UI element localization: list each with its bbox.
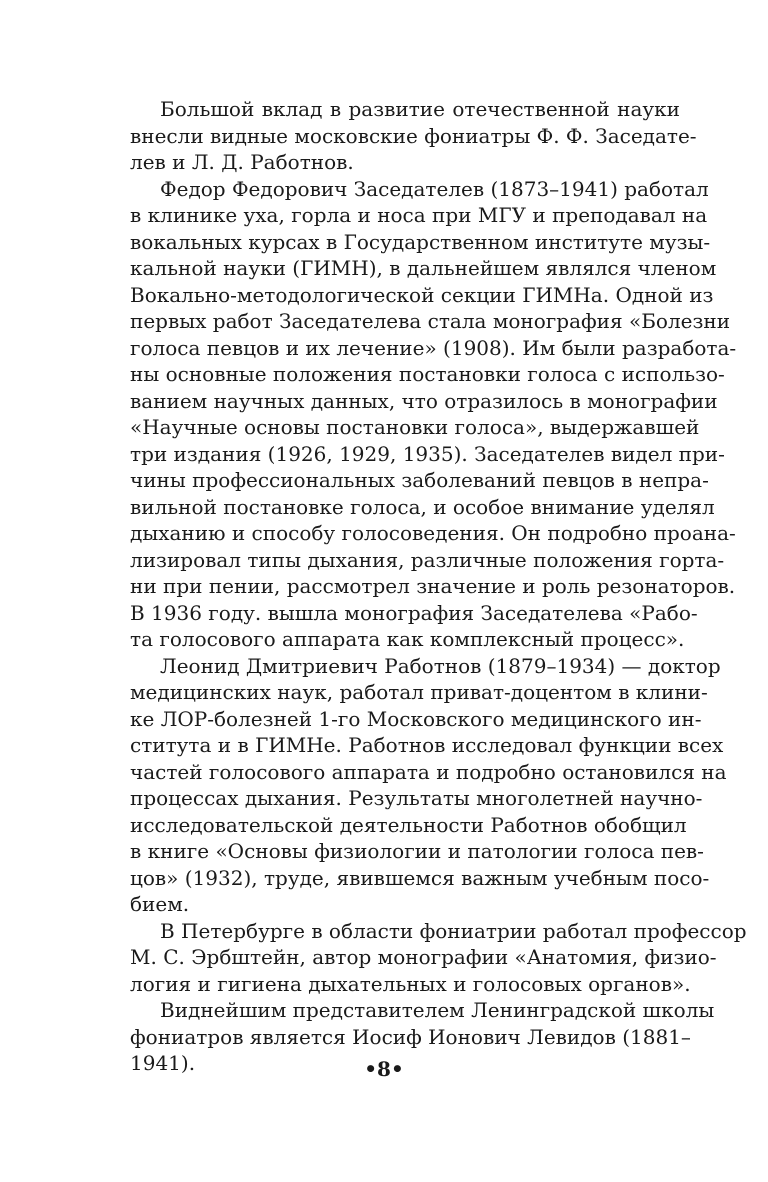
text-line: ни при пении, рассмотрел значение и роль резонаторов. bbox=[130, 574, 736, 598]
text-line: кальной науки (ГИМН), в дальнейшем являлся членом bbox=[130, 256, 717, 280]
paragraph-zasedatelev-rabotnov-intro bbox=[100, 96, 697, 176]
text-line: фониатров является Иосиф Ионович Левидов (1881– bbox=[130, 1024, 691, 1049]
page-body bbox=[100, 96, 747, 1077]
text-line: та голосового аппарата как комплексный процесс». bbox=[130, 627, 685, 651]
text-line: Виднейшим представителем Ленинградской школы bbox=[160, 998, 715, 1022]
text-line: «Научные основы постановки голоса», выдержавшей bbox=[130, 415, 700, 439]
text-line: лев и Л. Д. Работнов. bbox=[130, 150, 354, 174]
text-line: медицинских наук, работал приват-доцентом в клини- bbox=[130, 680, 708, 704]
text-line: ны основные положения постановки голоса с использо- bbox=[130, 362, 725, 386]
text-line: Большой вклад в развитие отечественной науки bbox=[160, 97, 680, 121]
paragraph-zasedatelev bbox=[100, 176, 737, 653]
text-line: три издания (1926, 1929, 1935). Заседателев видел при- bbox=[130, 441, 725, 466]
page-number: •8• bbox=[364, 1057, 404, 1081]
paragraph-rabotnov bbox=[100, 653, 727, 918]
text-line: В Петербурге в области фониатрии работал профессор bbox=[160, 918, 747, 943]
text-line: лизировал типы дыхания, различные положения горта- bbox=[130, 547, 725, 572]
text-line: в книге «Основы физиологии и патологии голоса пев- bbox=[130, 839, 704, 863]
text-line: логия и гигиена дыхательных и голосовых органов». bbox=[130, 971, 691, 996]
text-line: ке ЛОР-болезней 1-го Московского медицинского ин- bbox=[130, 706, 702, 731]
text-line: внесли видные московские фониатры Ф. Ф. Заседате- bbox=[130, 123, 697, 148]
text-line: Леонид Дмитриевич Работнов (1879–1934) — доктор bbox=[160, 653, 721, 678]
text-line: 1941). bbox=[130, 1051, 196, 1075]
text-line: в клинике уха, горла и носа при МГУ и преподавал на bbox=[130, 203, 708, 227]
text-line: чины профессиональных заболеваний певцов в непра- bbox=[130, 468, 709, 492]
text-line: дыханию и способу голосоведения. Он подробно проана- bbox=[130, 521, 736, 545]
text-line: Федор Федорович Заседателев (1873–1941) работал bbox=[160, 176, 709, 201]
text-line: бием. bbox=[130, 892, 190, 916]
text-line: цов» (1932), труде, явившемся важным учебным посо- bbox=[130, 865, 710, 890]
text-line: первых работ Заседателева стала монография «Болезни bbox=[130, 309, 731, 333]
text-line: исследовательской деятельности Работнов обобщил bbox=[130, 812, 687, 837]
text-line: частей голосового аппарата и подробно остановился на bbox=[130, 759, 727, 784]
text-line: голоса певцов и их лечение» (1908). Им были разработа- bbox=[130, 335, 737, 360]
text-line: Вокально-методологической секции ГИМНа. Одной из bbox=[130, 282, 714, 307]
text-line: В 1936 году. вышла монография Заседателева «Рабо- bbox=[130, 600, 698, 625]
text-line: вокальных курсах в Государственном институте музы- bbox=[130, 229, 711, 254]
text-line: М. С. Эрбштейн, автор монографии «Анатомия, физио- bbox=[130, 945, 717, 969]
paragraph-erbshtein bbox=[100, 918, 747, 998]
text-line: вильной постановке голоса, и особое внимание уделял bbox=[130, 494, 715, 519]
text-line: ститута и в ГИМНе. Работнов исследовал функции всех bbox=[130, 733, 724, 757]
text-line: ванием научных данных, что отразилось в монографии bbox=[130, 388, 718, 413]
text-line: процессах дыхания. Результаты многолетней научно- bbox=[130, 786, 703, 810]
